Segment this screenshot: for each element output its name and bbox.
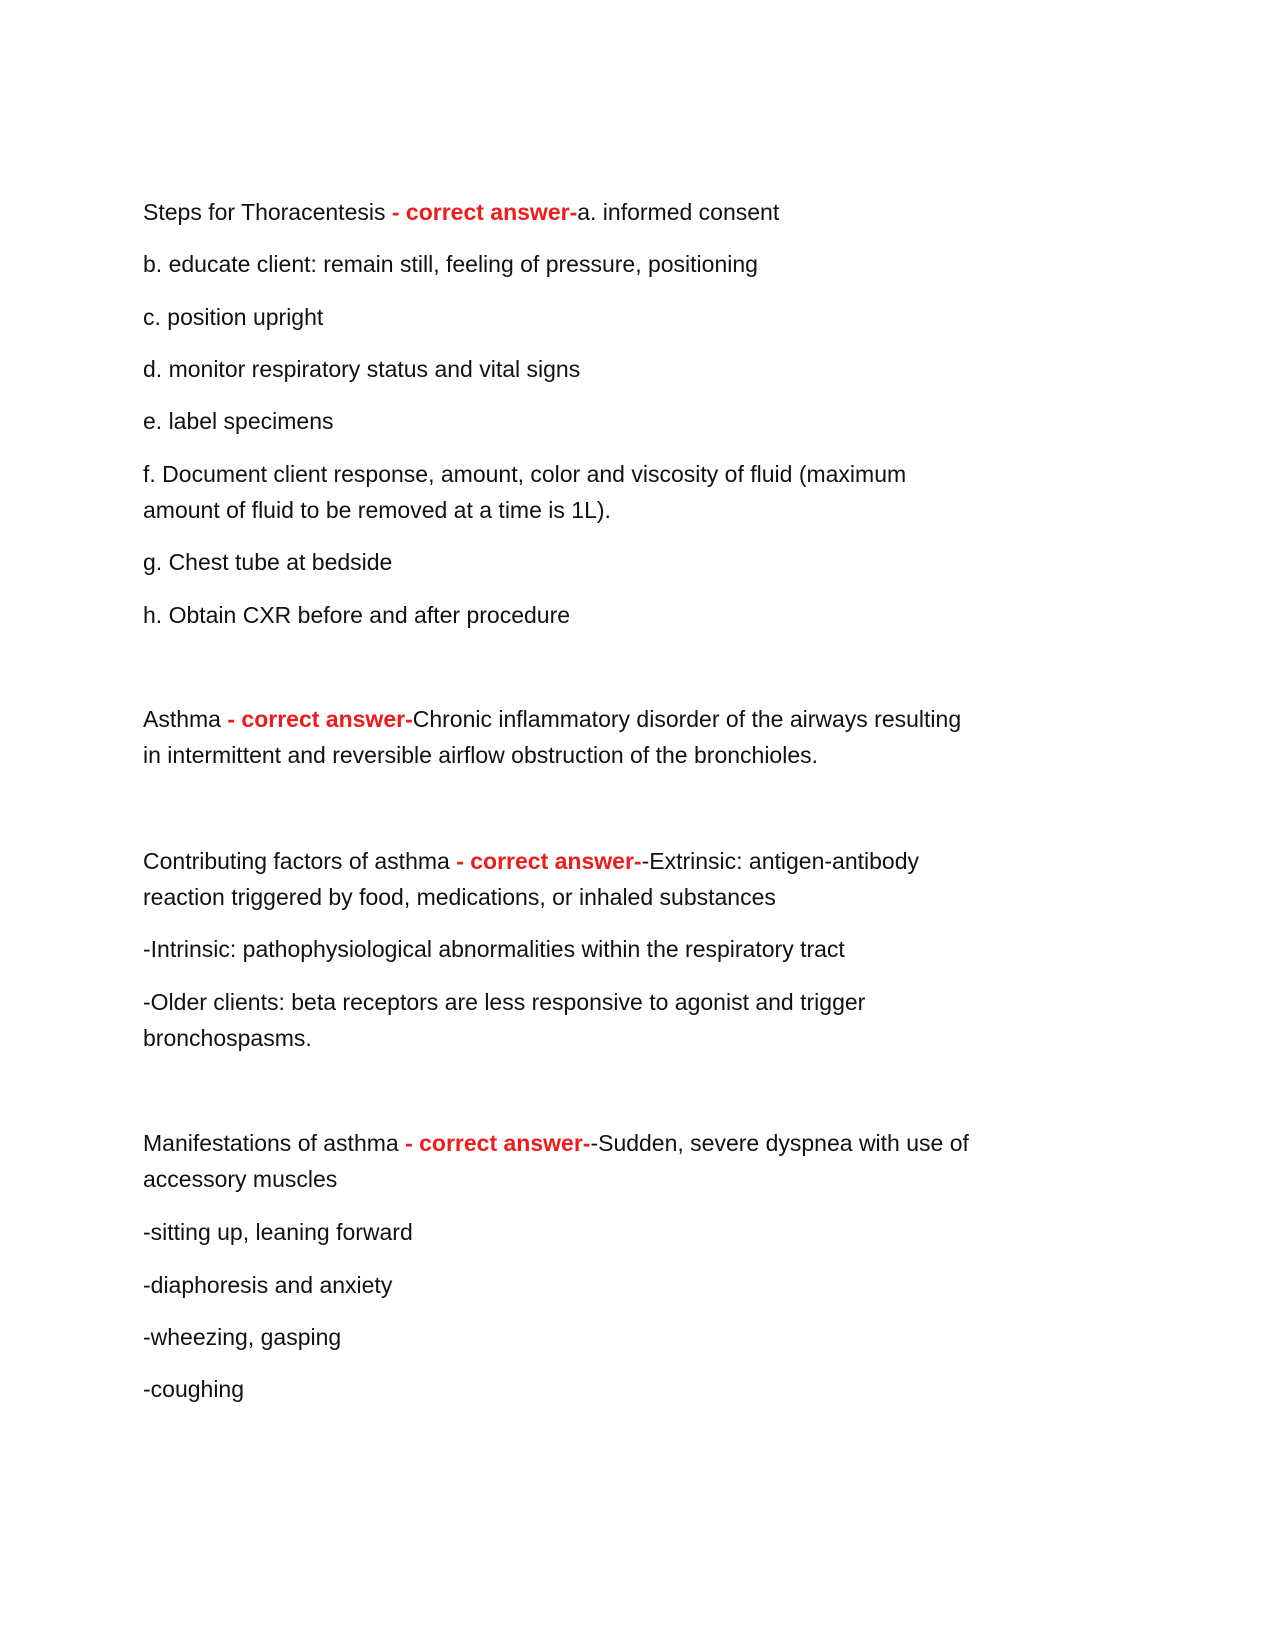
list-item: [143, 299, 323, 335]
term: Contributing factors of asthma: [143, 848, 457, 874]
answer-marker: - correct answer-: [391, 199, 578, 225]
list-item: [143, 1267, 392, 1303]
flashcard-thoracentesis: [143, 194, 779, 230]
flashcard-contributing-factors: [143, 843, 919, 915]
answer-text: -Extrinsic: antigen-antibody: [641, 848, 919, 874]
flashcard-manifestations: [143, 1125, 969, 1197]
item-text: amount of fluid to be removed at a time is 1L).: [143, 497, 611, 523]
list-item: [143, 403, 334, 439]
item-text: c. position upright: [143, 304, 324, 330]
list-item: [143, 246, 758, 282]
list-item: [143, 544, 392, 580]
item-text: -coughing: [143, 1376, 245, 1402]
answer-text: accessory muscles: [143, 1166, 338, 1192]
item-text: h. Obtain CXR before and after procedure: [143, 602, 571, 628]
list-item: [143, 931, 845, 967]
list-item: [143, 1214, 413, 1250]
term: Steps for Thoracentesis: [143, 199, 392, 225]
list-item: [143, 1371, 244, 1407]
item-text: -Older clients: beta receptors are less responsive to agonist and trigger: [143, 989, 866, 1015]
answer-text: -Sudden, severe dyspnea with use of: [590, 1130, 969, 1156]
answer-text: a. informed consent: [577, 199, 780, 225]
answer-text: in intermittent and reversible airflow obstruction of the bronchioles.: [143, 742, 819, 768]
list-item: [143, 984, 865, 1056]
term: Manifestations of asthma: [143, 1130, 406, 1156]
item-text: -sitting up, leaning forward: [143, 1219, 413, 1245]
answer-marker: - correct answer-: [456, 848, 642, 874]
item-text: -diaphoresis and anxiety: [143, 1272, 393, 1298]
item-text: d. monitor respiratory status and vital signs: [143, 356, 581, 382]
term: Asthma: [143, 706, 228, 732]
item-text: -wheezing, gasping: [143, 1324, 342, 1350]
item-text: e. label specimens: [143, 408, 334, 434]
answer-text: reaction triggered by food, medications, or inhaled substances: [143, 884, 776, 910]
answer-marker: - correct answer-: [405, 1130, 591, 1156]
item-text: b. educate client: remain still, feeling of pressure, positioning: [143, 251, 758, 277]
list-item: [143, 597, 570, 633]
list-item: [143, 351, 580, 387]
item-text: bronchospasms.: [143, 1025, 312, 1051]
answer-marker: - correct answer-: [227, 706, 413, 732]
answer-text: Chronic inflammatory disorder of the airways resulting: [412, 706, 962, 732]
item-text: f. Document client response, amount, color and viscosity of fluid (maximum: [143, 461, 907, 487]
flashcard-asthma: [143, 701, 961, 773]
list-item: [143, 456, 906, 528]
item-text: g. Chest tube at bedside: [143, 549, 393, 575]
item-text: -Intrinsic: pathophysiological abnormalities within the respiratory tract: [143, 936, 845, 962]
list-item: [143, 1319, 341, 1355]
